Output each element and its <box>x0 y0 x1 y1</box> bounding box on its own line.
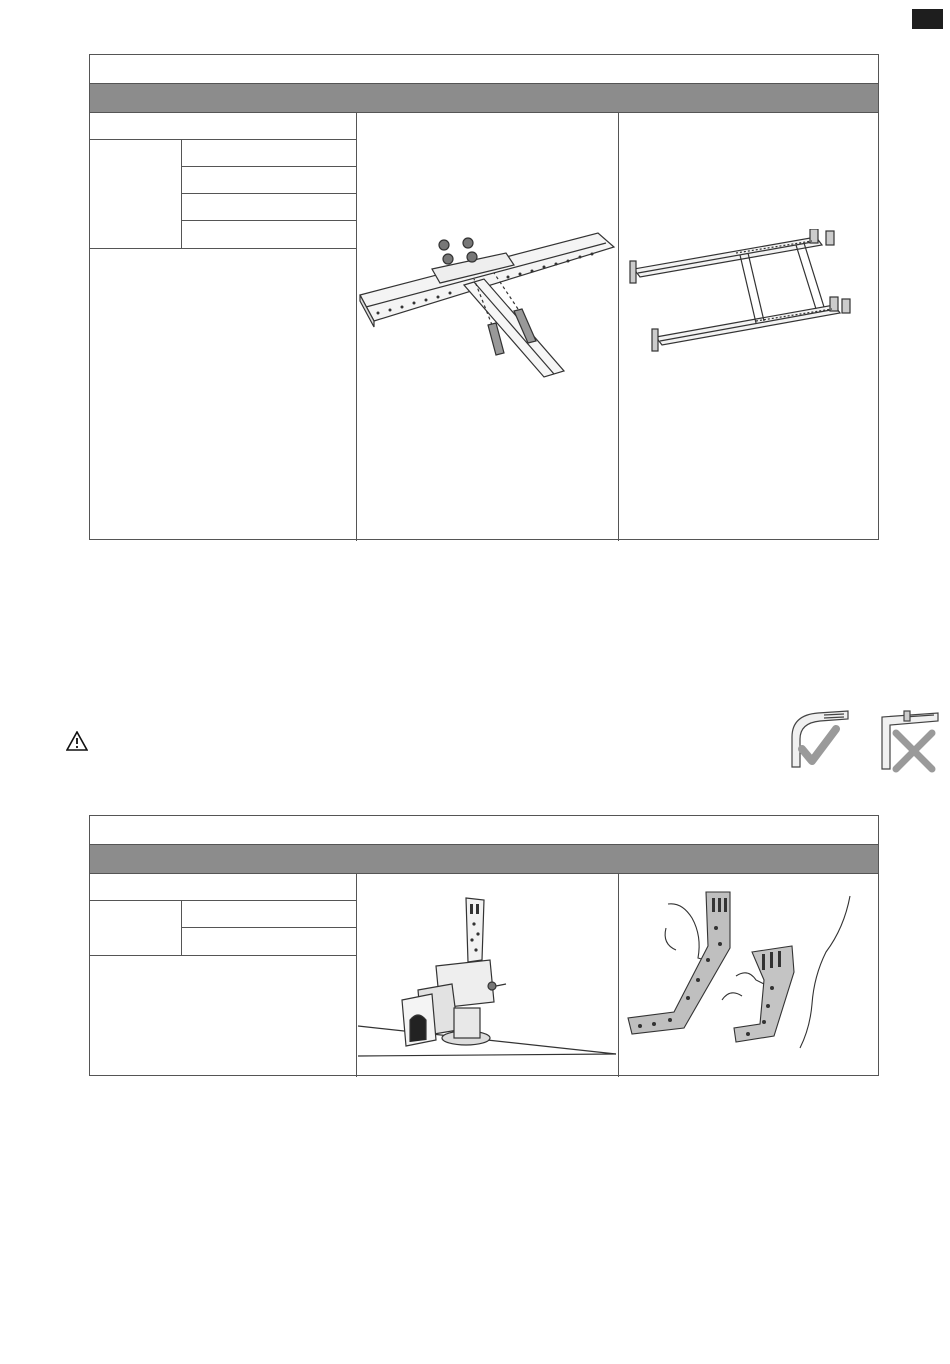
description-text <box>90 250 356 541</box>
spec-label <box>90 901 182 956</box>
spec-row <box>182 167 356 194</box>
spec-label <box>90 140 182 249</box>
spec-header <box>90 874 356 901</box>
spec-row <box>182 221 356 249</box>
illustration-cell <box>618 113 878 541</box>
hands-bending-brackets-illustration <box>618 888 878 1064</box>
spec-column <box>90 113 357 541</box>
panel-title <box>90 55 878 84</box>
spec-row <box>182 901 356 928</box>
illustration-cell <box>356 113 619 541</box>
bracket-in-vise-illustration <box>356 890 618 1058</box>
warning-triangle-icon <box>66 731 88 751</box>
instruction-panel-2 <box>89 815 879 1076</box>
panel-title <box>90 816 878 845</box>
illustration-cell <box>618 874 878 1077</box>
instruction-panel-1 <box>89 54 879 540</box>
cross-icon <box>874 707 942 775</box>
panel-band <box>90 845 878 874</box>
bracket-rail-with-bolts-illustration <box>358 221 616 381</box>
description-text <box>90 957 356 1077</box>
panel-band <box>90 84 878 113</box>
spec-column <box>90 874 357 1077</box>
section-marker-tab <box>912 9 943 29</box>
illustration-cell <box>356 874 619 1077</box>
spec-header <box>90 113 356 140</box>
spec-row <box>182 928 356 956</box>
checkmark-icon <box>778 707 850 773</box>
spec-row <box>182 194 356 221</box>
extended-rail-frame-illustration <box>626 229 856 379</box>
spec-row <box>182 140 356 167</box>
